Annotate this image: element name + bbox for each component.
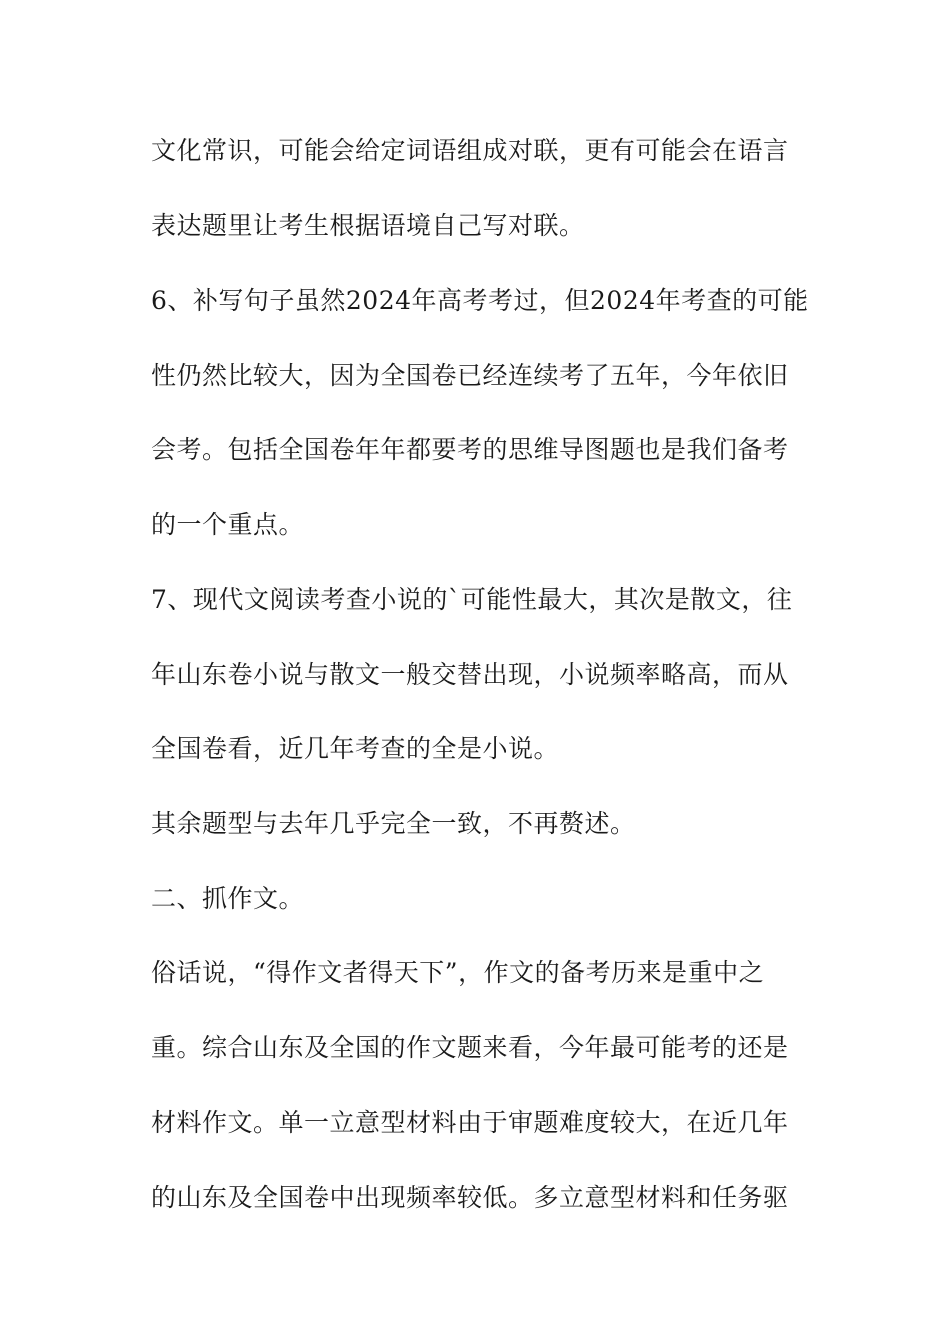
text-line-3: 6、补写句子虽然2024年高考考过，但2024年考查的可能 (151, 286, 809, 315)
text-line-4: 性仍然比较大，因为全国卷已经连续考了五年，今年依旧 (151, 361, 789, 390)
text-line-15: 的山东及全国卷中出现频率较低。多立意型材料和任务驱 (151, 1183, 789, 1212)
text-line-12: 俗话说，“得作文者得天下”，作文的备考历来是重中之 (151, 958, 765, 987)
text-line-7: 7、现代文阅读考查小说的`可能性最大，其次是散文，往 (151, 585, 793, 614)
text-line-13: 重。综合山东及全国的作文题来看，今年最可能考的还是 (151, 1033, 789, 1062)
text-line-10: 其余题型与去年几乎完全一致，不再赘述。 (151, 809, 636, 838)
text-line-14: 材料作文。单一立意型材料由于审题难度较大，在近几年 (151, 1108, 789, 1137)
text-line-9: 全国卷看，近几年考查的全是小说。 (151, 734, 560, 763)
text-line-8: 年山东卷小说与散文一般交替出现，小说频率略高，而从 (151, 660, 789, 689)
text-line-6: 的一个重点。 (151, 510, 305, 539)
text-line-1: 文化常识，可能会给定词语组成对联，更有可能会在语言 (151, 136, 789, 165)
section-heading: 二、抓作文。 (151, 884, 305, 913)
text-line-2: 表达题里让考生根据语境自己写对联。 (151, 211, 585, 240)
text-line-5: 会考。包括全国卷年年都要考的思维导图题也是我们备考 (151, 435, 789, 464)
